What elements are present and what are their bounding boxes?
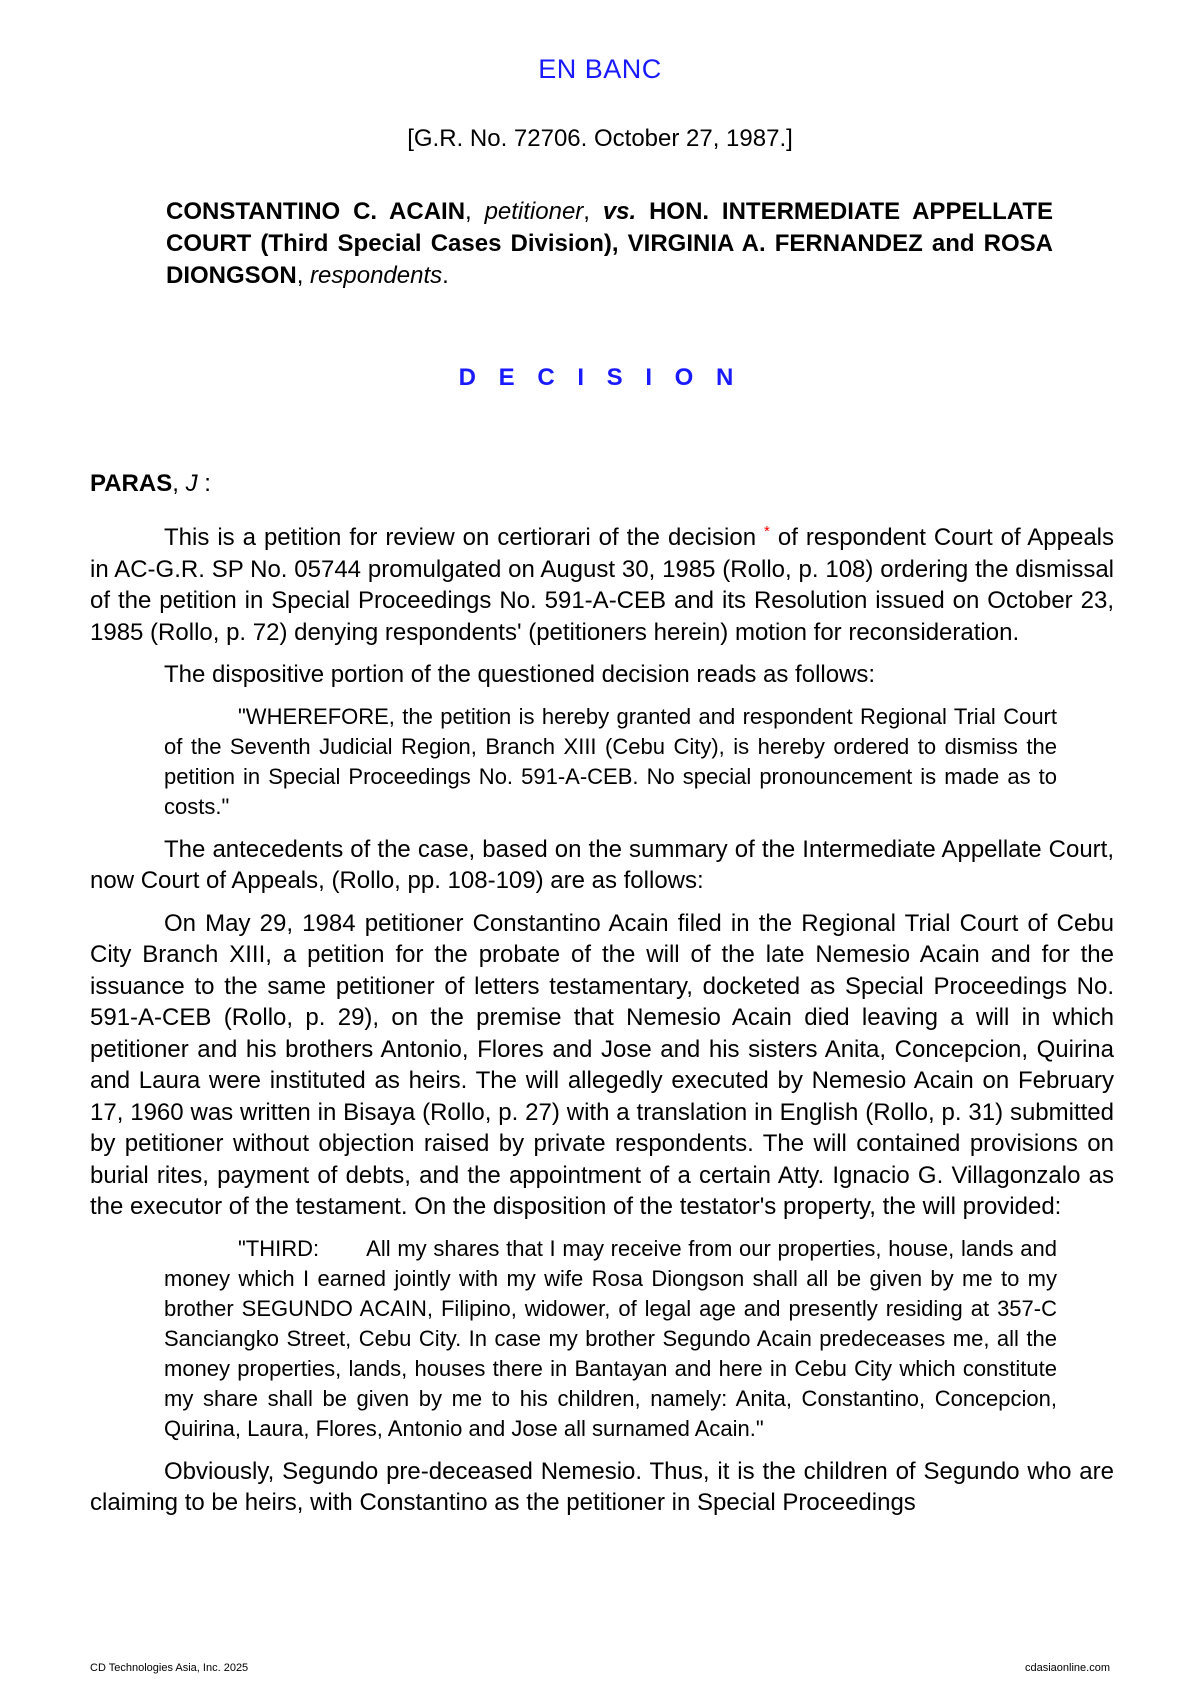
decision-heading: D E C I S I O N [458,364,742,391]
will-provision-text: All my shares that I may receive from our properties, house, lands and money which I earned jointly with my wife Rosa Diongson shall all be given by me to my brother SEGUNDO ACAIN, Filipino, widower, of legal age and presently residing at 357-C Sanciangko Street, Cebu City. In case my brother Segundo Acain predeceases me, all the money properties, lands, houses there in Bantayan and here in Cebu City which constitute my share shall be given by me to his children, namely: Anita, Constantino, Concepcion, Quirina, Laura, Flores, Antonio and Jose all surnamed Acain." [164,1235,1057,1441]
court-division: EN BANC [538,54,662,84]
footnote-star-link[interactable]: * [764,523,770,540]
petitioner-name: CONSTANTINO C. ACAIN [166,198,466,225]
paragraph-2: The dispositive portion of the questioned decision reads as follows: [164,661,876,688]
paragraph-1-start: This is a petition for review on certiorari of the decision [164,524,757,551]
case-caption: CONSTANTINO C. ACAIN, petitioner, vs. HON. INTERMEDIATE APPELLATE COURT (Third Special Cases Division), VIRGINIA A. FERNANDEZ and ROSA DIONGSON, respondents. [166,198,1053,289]
paragraph-1 [90,522,1114,648]
respondents-names: HON. INTERMEDIATE APPELLATE COURT (Third Special Cases Division), VIRGINIA A. FERNANDEZ and ROSA DIONGSON [166,198,1053,289]
will-provision-label: "THIRD: [238,1235,320,1261]
paragraph-3: The antecedents of the case, based on the summary of the Intermediate Appellate Court, now Court of Appeals, (Rollo, pp. 108-109) are as follows: [90,835,1114,894]
dispositive-quote: "WHEREFORE, the petition is hereby granted and respondent Regional Trial Court of the Seventh Judicial Region, Branch XIII (Cebu City), is hereby ordered to dismiss the petition in Special Proceedings No. 591-A-CEB. No special pronouncement is made as to costs." [164,703,1057,819]
ponente-name: PARAS [90,470,173,497]
will-provision-quote [164,1234,1057,1444]
respondents-role: respondents [310,262,443,289]
footer-website: cdasiaonline.com [1025,1662,1110,1674]
paragraph-4: On May 29, 1984 petitioner Constantino Acain filed in the Regional Trial Court of Cebu City Branch XIII, a petition for the probate of the will of the late Nemesio Acain and for the issuance to the same petitioner of letters testamentary, docketed as Special Proceedings No. 591-A-CEB (Rollo, p. 29), on the premise that Nemesio Acain died leaving a will in which petitioner and his brothers Antonio, Flores and Jose and his sisters Anita, Concepcion, Quirina and Laura were instituted as heirs. The will allegedly executed by Nemesio Acain on February 17, 1960 was written in Bisaya (Rollo, p. 27) with a translation in English (Rollo, p. 31) submitted by petitioner without objection raised by private respondents. The will contained provisions on burial rites, payment of debts, and the appointment of a certain Atty. Ignacio G. Villagonzalo as the executor of the testament. On the disposition of the testator's property, the will provided: [90,909,1114,1220]
paragraph-5: Obviously, Segundo pre-deceased Nemesio. Thus, it is the children of Segundo who are claiming to be heirs, with Constantino as the petitioner in Special Proceedings [90,1457,1114,1516]
ponente-title: J [185,470,198,497]
footer-copyright: CD Technologies Asia, Inc. 2025 [90,1662,249,1674]
paragraph-1-end: of respondent Court of Appeals in AC-G.R. SP No. 05744 promulgated on August 30, 1985 (Rollo, p. 108) ordering the dismissal of the petition in Special Proceedings No. 591-A-CEB and its Resolution issued on October 23, 1985 (Rollo, p. 72) denying respondents' (petitioners herein) motion for reconsideration. [90,524,1114,646]
decision-body [90,522,1114,1530]
petitioner-role: petitioner [484,198,584,225]
case-number: [G.R. No. 72706. October 27, 1987.] [407,125,793,152]
ponente: PARAS, J : [90,470,211,497]
versus: vs. [602,198,637,225]
